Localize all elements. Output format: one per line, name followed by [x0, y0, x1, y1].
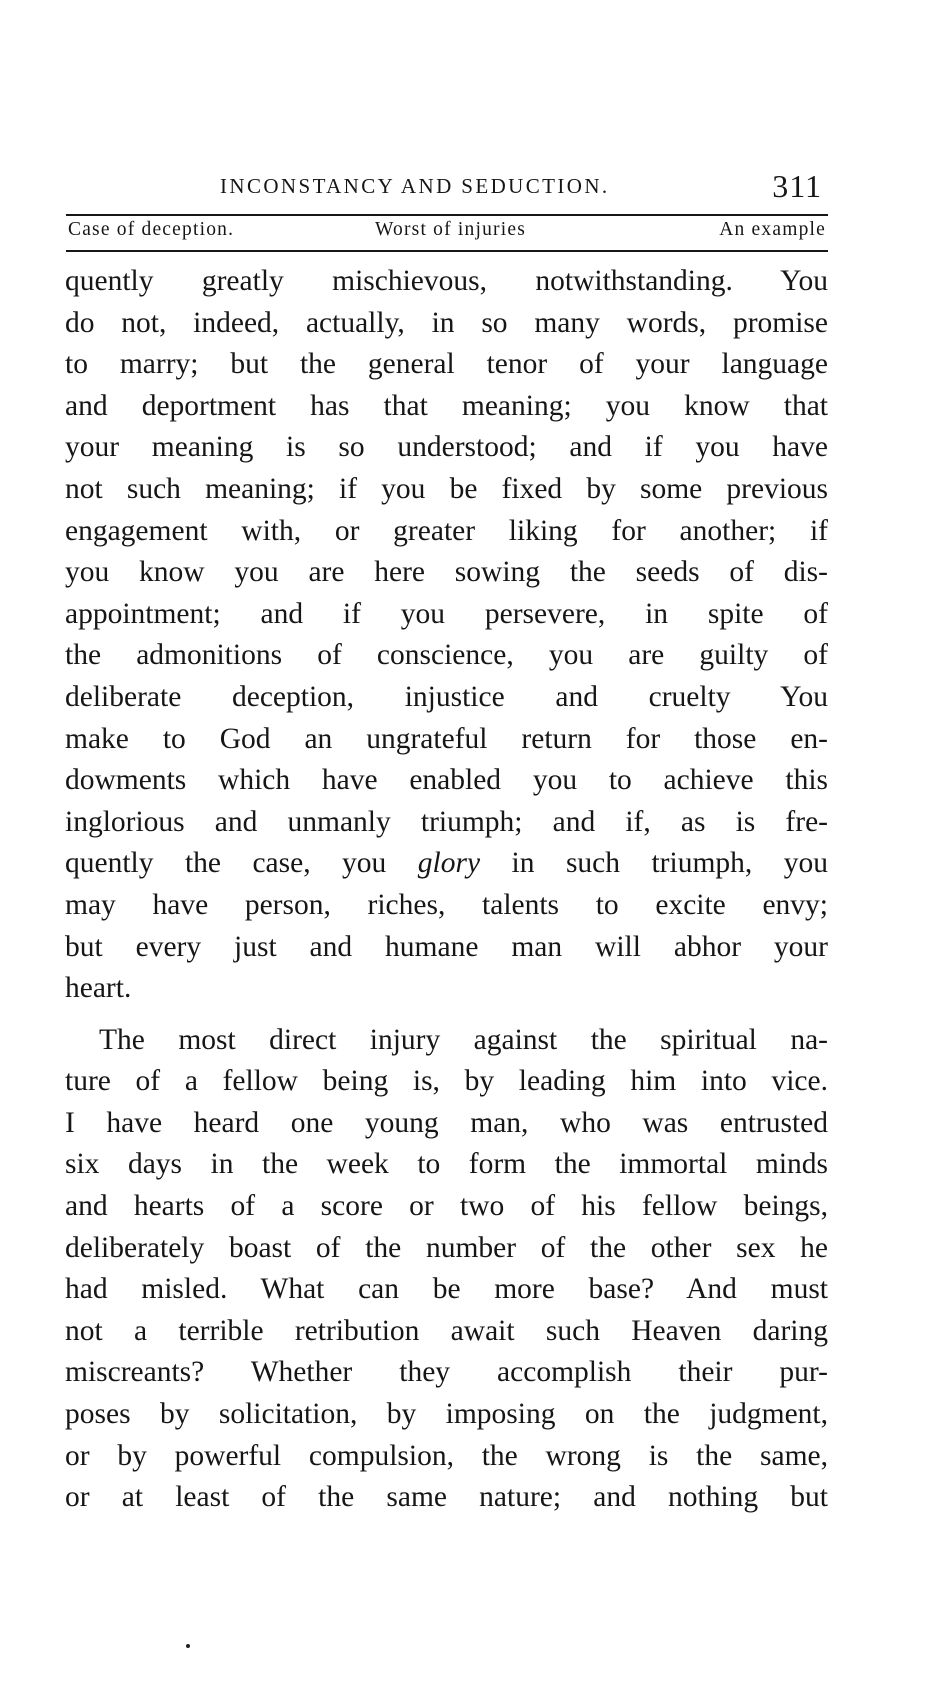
text-line: not such meaning; if you be fixed by some previous [65, 472, 828, 505]
text-line: may have person, riches, talents to excite envy; [65, 888, 828, 921]
running-head [66, 168, 826, 210]
text-segment: in such triumph, you [480, 847, 828, 880]
text-line: poses by solicitation, by imposing on the judgment, [65, 1398, 828, 1431]
text-line: your meaning is so understood; and if you have [65, 431, 828, 464]
text-line: deliberate deception, injustice and cruelty You [65, 680, 828, 713]
body-text [65, 261, 828, 1519]
header-rule-top [66, 214, 828, 216]
text-line: heart. [65, 972, 132, 1005]
paragraph-2 [65, 1020, 828, 1519]
text-line: had misled. What can be more base? And must [65, 1273, 828, 1306]
text-segment: quently the case, you [65, 847, 418, 880]
text-line: the admonitions of conscience, you are guilty of [65, 639, 828, 672]
header-rule-bottom [66, 250, 828, 252]
text-line: but every just and humane man will abhor your [65, 930, 828, 963]
subhead-an-example: An example [719, 219, 826, 240]
text-line: or by powerful compulsion, the wrong is the same, [65, 1439, 828, 1472]
text-line-with-emphasis [65, 843, 828, 885]
text-line: appointment; and if you persevere, in spite of [65, 597, 828, 630]
text-line: not a terrible retribution await such Heaven daring [65, 1314, 828, 1347]
text-line: ture of a fellow being is, by leading him into vice. [65, 1065, 828, 1098]
text-line: you know you are here sowing the seeds of dis- [65, 556, 828, 589]
text-line: miscreants? Whether they accomplish their pur- [65, 1356, 828, 1389]
text-line: deliberately boast of the number of the other sex he [65, 1231, 828, 1264]
page-number: 311 [772, 168, 822, 204]
text-line: inglorious and unmanly triumph; and if, as is fre- [65, 805, 828, 838]
text-line: engagement with, or greater liking for another; if [65, 514, 828, 547]
subhead-worst-of-injuries: Worst of injuries [375, 219, 526, 240]
running-title: INCONSTANCY AND SEDUCTION. [220, 174, 610, 198]
text-line: and deportment has that meaning; you know that [65, 389, 828, 422]
paragraph-gap [65, 1010, 828, 1020]
text-line: quently greatly mischievous, notwithstanding. You [65, 265, 828, 297]
text-line: six days in the week to form the immortal minds [65, 1148, 828, 1181]
text-line: make to God an ungrateful return for those en- [65, 722, 828, 755]
text-line: to marry; but the general tenor of your language [65, 348, 828, 381]
section-subheads [68, 219, 826, 247]
text-line: The most direct injury against the spiritual na- [99, 1023, 828, 1056]
text-line: I have heard one young man, who was entrusted [65, 1106, 828, 1139]
text-line: or at least of the same nature; and nothing but [65, 1481, 828, 1514]
ink-speck [186, 1644, 190, 1648]
text-line: do not, indeed, actually, in so many words, promise [65, 306, 828, 339]
paragraph-1 [65, 261, 828, 1010]
text-line: dowments which have enabled you to achieve this [65, 764, 828, 797]
subhead-case-of-deception: Case of deception. [68, 219, 235, 240]
emphasis-glory: glory [417, 847, 481, 880]
text-line: and hearts of a score or two of his fellow beings, [65, 1190, 828, 1223]
